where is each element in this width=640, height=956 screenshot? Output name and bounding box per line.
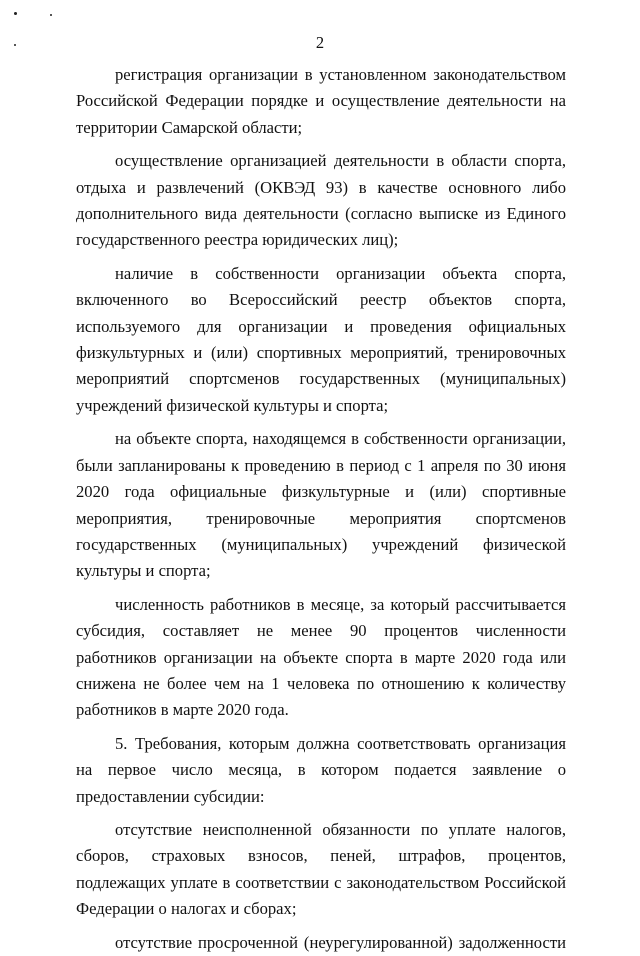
paragraph-no-overdue-debt: отсутствие просроченной (неурегулированной) задолженности xyxy=(115,932,566,952)
scan-dot-mark xyxy=(14,12,17,15)
paragraph-employee-count: численность работников в месяце, за который рассчитывается субсидия, составляет не менее 90 процентов численности работников организации на объекте спорта в марте 2020 года или снижена не более чем на 1 человека по отношению к количеству работников в марте 2020 года. xyxy=(76,594,566,720)
paragraph-sports-facility: наличие в собственности организации объекта спорта, включенного во Всероссийский реестр объектов спорта, используемого для организации и проведения официальных физкультурных и (или) спортивных мероприятий, тренировочных мероприятий спортсменов государственных (муниципальных) учреждений физической культуры и спорта; xyxy=(76,263,566,415)
scan-dot-mark xyxy=(50,14,52,16)
paragraph-sports-activity: осуществление организацией деятельности в области спорта, отдыха и развлечений (ОКВЭД 93) в качестве основного либо дополнительного вида деятельности (согласно выписке из Единого государственного реестра юридических лиц); xyxy=(76,151,566,250)
paragraph-no-tax-debt: отсутствие неисполненной обязанности по уплате налогов, сборов, страховых взносов, пеней, штрафов, процентов, подлежащих уплате в соответствии с законодательством Российской Федерации о налогах и сборах; xyxy=(76,819,566,919)
page-number: 2 xyxy=(315,33,325,52)
paragraph-registration: регистрация организации в установленном законодательством Российской Федерации порядке и осуществление деятельности на территории Самарской области; xyxy=(76,65,566,137)
paragraph-planned-events: на объекте спорта, находящемся в собственности организации, были запланированы к проведению в период с 1 апреля по 30 июня 2020 года официальные физкультурные и (или) спортивные мероприятия, тренировочные мероприятия спортсменов государственных (муниципальных) учреждений физической культуры и спорта; xyxy=(76,429,566,581)
paragraph-requirements-heading: 5. Требования, которым должна соответствовать организация на первое число месяца, в котором подается заявление о предоставлении субсидии: xyxy=(76,733,566,806)
document-body xyxy=(76,62,566,956)
